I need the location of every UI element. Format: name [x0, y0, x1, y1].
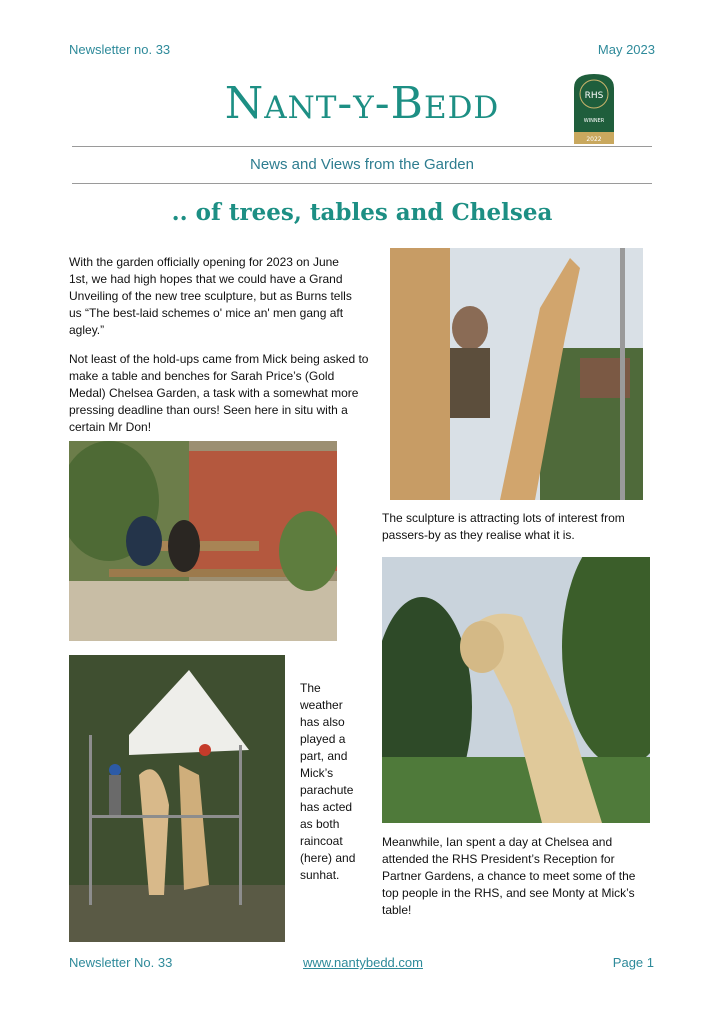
caption-weather: The weather has also played a part, and Mick’s parachute has acted as both raincoat (here) and sunhat. — [300, 681, 356, 882]
footer-newsletter-number: Newsletter No. 33 — [69, 955, 173, 970]
paragraph-holdups: Not least of the hold-ups came from Mick being asked to make a table and benches for Sarah Price’s (Gold Medal) Chelsea Garden, a task with a somewhat more pressing deadline than ours! Seen here in situ with a certain Mr Don! — [69, 352, 369, 434]
bottom-divider — [72, 183, 652, 184]
badge-label: WINNER — [583, 118, 605, 124]
parachute-scaffold-photo — [69, 655, 285, 942]
issue-date: May 2023 — [597, 42, 655, 57]
tagline: News and Views from the Garden — [250, 156, 474, 173]
carving-sculpture-photo — [390, 248, 643, 500]
rhs-winner-badge — [572, 72, 616, 144]
paragraph-opening: With the garden officially opening for 2023 on June 1st, we had high hopes that we could have a Grand Unveiling of the new tree sculpture, but as Burns tells us “The best-laid schemes o' mice an' men gang aft agley.” — [69, 255, 352, 337]
badge-year: 2022 — [586, 136, 602, 143]
tree-sculpture-photo — [382, 557, 650, 823]
website-link[interactable]: www.nantybedd.com — [303, 955, 423, 970]
badge-org: RHS — [584, 91, 604, 101]
caption-chelsea-reception: Meanwhile, Ian spent a day at Chelsea and attended the RHS President’s Reception for Partner Gardens, a chance to meet some of the top people in the RHS, and see Monty at Mick’s table! — [382, 835, 636, 917]
article-headline: .. of trees, tables and Chelsea — [171, 199, 553, 226]
masthead-title: Nant-y-Bedd — [224, 78, 500, 129]
page-number: Page 1 — [612, 955, 654, 970]
caption-sculpture-interest: The sculpture is attracting lots of interest from passers-by as they realise what it is. — [382, 511, 625, 542]
issue-number: Newsletter no. 33 — [69, 42, 171, 57]
chelsea-garden-photo — [69, 441, 337, 641]
top-divider — [72, 146, 652, 147]
